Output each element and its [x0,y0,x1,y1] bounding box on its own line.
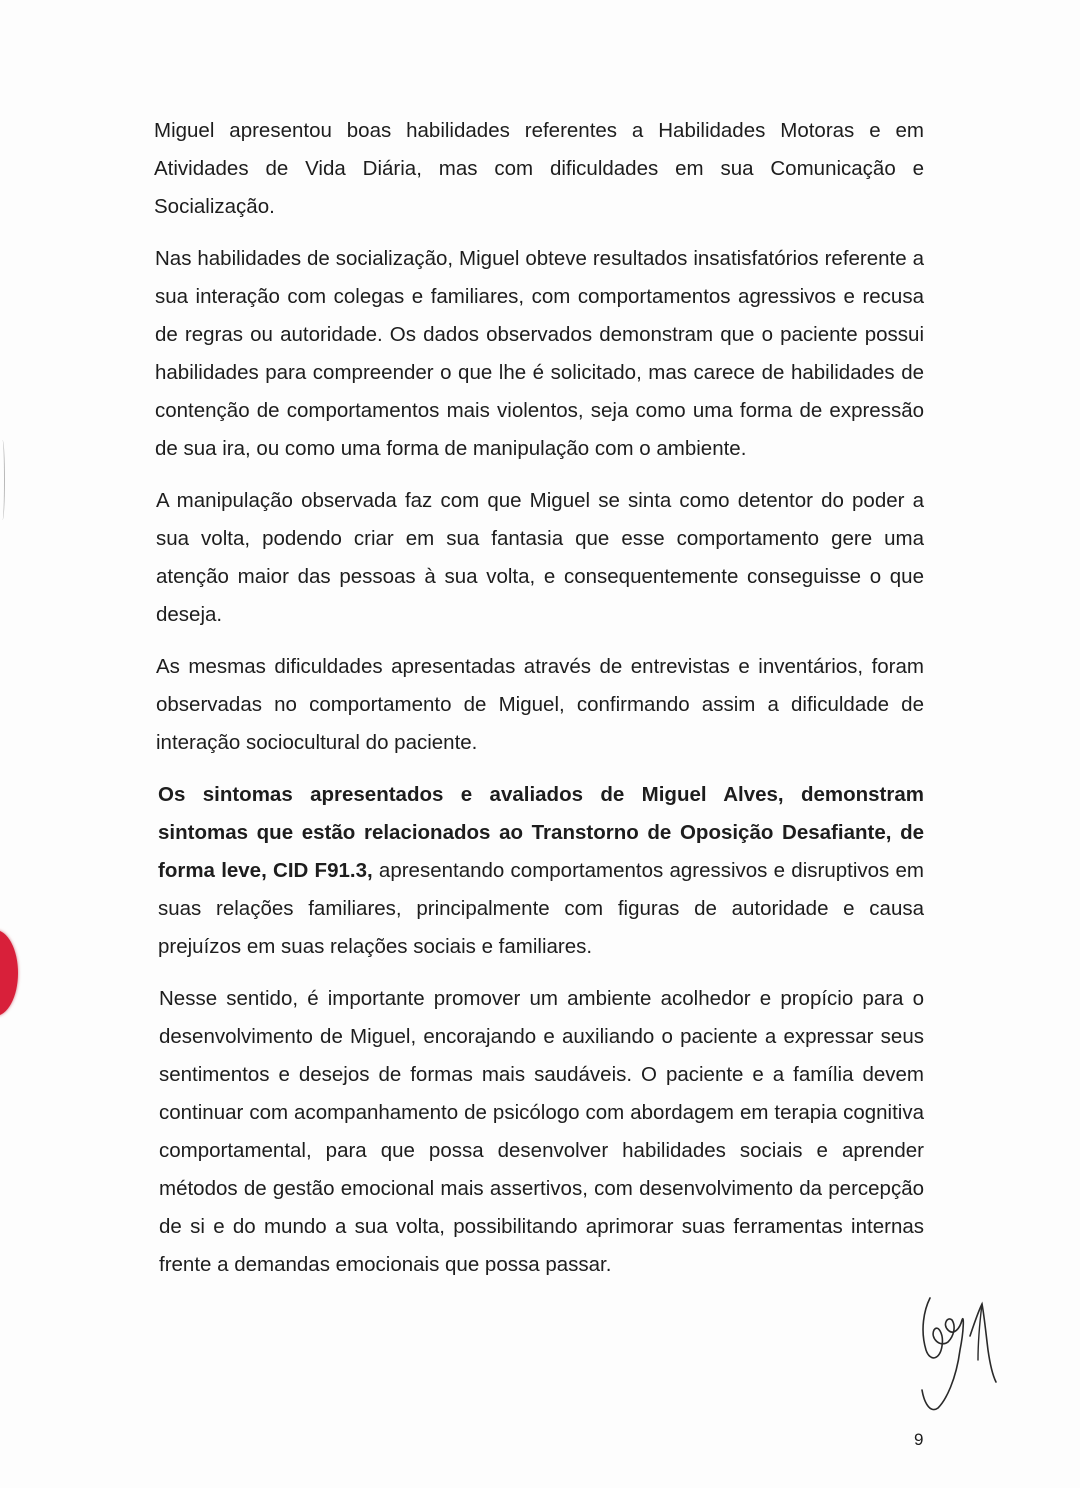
page-edge-mark [0,440,5,520]
paragraph-difficulties: As mesmas dificuldades apresentadas através de entrevistas e inventários, foram observadas no comportamento de Miguel, confirmando assim a dificuldade de interação sociocultural do paciente. [156,655,924,754]
paragraph-recommendation: Nesse sentido, é importante promover um ambiente acolhedor e propício para o desenvolvimento de Miguel, encorajando e auxiliando o paciente a expressar seus sentimentos e desejos de formas mais saudáveis. O paciente e a família devem continuar com acompanhamento de psicólogo com abordagem em terapia cognitiva comportamental, para que possa desenvolver habilidades sociais e aprender métodos de gestão emocional mais assertivos, com desenvolvimento da percepção de si e do mundo a sua volta, possibilitando aprimorar suas ferramentas internas frente a demandas emocionais que possa passar. [159,987,924,1276]
paragraph-socialization: Nas habilidades de socialização, Miguel obteve resultados insatisfatórios referente a sua interação com colegas e familiares, com comportamentos agressivos e recusa de regras ou autoridade. Os dados observados demonstram que o paciente possui habilidades para compreender o que lhe é solicitado, mas carece de habilidades de contenção de comportamentos mais violentos, seja como uma forma de expressão de sua ira, ou como uma forma de manipulação com o ambiente. [155,247,924,460]
diagnosis-rest-text: apresentando comportamentos agressivos e disruptivos em suas relações familiares, principalmente com figuras de autoridade e causa prejuízos em suas relações sociais e familiares. [158,859,925,958]
diagnosis-bold-text: Os sintomas apresentados e avaliados de Miguel Alves, demonstram sintomas que estão relacionados ao Transtorno de Oposição Desafiante, de forma leve, CID F91.3, [158,783,924,882]
paragraph-diagnosis [158,776,924,966]
page-number: 9 [914,1430,924,1449]
red-stamp-mark [0,930,18,1016]
handwritten-signature [912,1290,1012,1420]
document-body [154,112,924,1298]
paragraph-manipulation: A manipulação observada faz com que Miguel se sinta como detentor do poder a sua volta, podendo criar em sua fantasia que esse comportamento gere uma atenção maior das pessoas à sua volta, e consequentemente conseguisse o que deseja. [156,489,924,626]
paragraph-motor-skills: Miguel apresentou boas habilidades referentes a Habilidades Motoras e em Atividades de Vida Diária, mas com dificuldades em sua Comunicação e Socialização. [154,119,924,218]
